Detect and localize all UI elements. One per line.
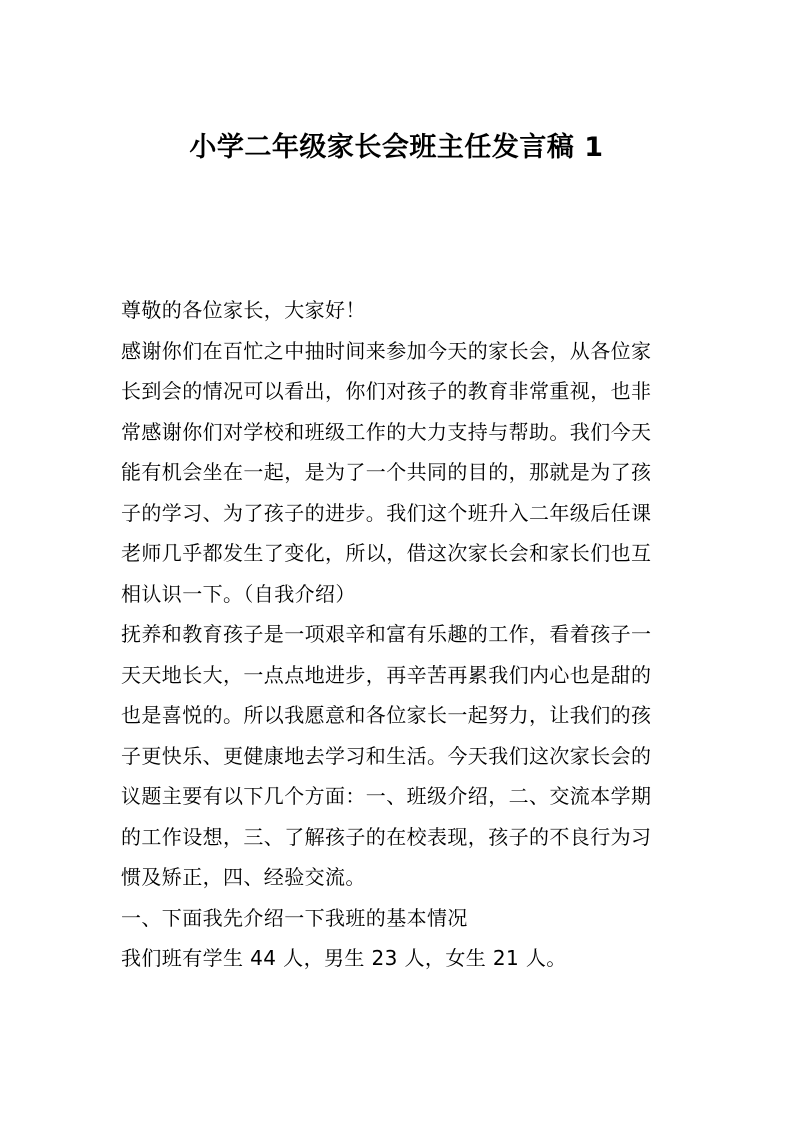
text-line-greeting: 尊敬的各位家长，大家好！ [121, 298, 366, 322]
text-line: 能有机会坐在一起，是为了一个共同的目的，那就是为了孩 [121, 460, 652, 484]
text-line: 长到会的情况可以看出，你们对孩子的教育非常重视，也非 [121, 379, 652, 403]
text-line: 常感谢你们对学校和班级工作的大力支持与帮助。我们今天 [121, 419, 652, 444]
text-line: 子的学习、为了孩子的进步。我们这个班升入二年级后任课 [121, 500, 652, 525]
text-line: 相认识一下。（自我介绍） [121, 581, 356, 606]
text-line: 的工作设想，三、了解孩子的在校表现，孩子的不良行为习 [121, 824, 652, 849]
text-line: 天天地长大，一点点地进步，再辛苦再累我们内心也是甜的 [121, 662, 652, 687]
text-line: 老师几乎都发生了变化，所以，借这次家长会和家长们也互 [121, 541, 652, 565]
section-heading: 一、下面我先介绍一下我班的基本情况 [121, 905, 468, 930]
text-line: 抚养和教育孩子是一项艰辛和富有乐趣的工作，看着孩子一 [121, 622, 652, 646]
text-line: 惯及矫正，四、经验交流。 [121, 865, 366, 889]
document-title: 小学二年级家长会班主任发言稿 1 [189, 132, 604, 163]
text-line: 也是喜悦的。所以我愿意和各位家长一起努力，让我们的孩 [121, 703, 652, 727]
text-line: 子更快乐、更健康地去学习和生活。今天我们这次家长会的 [121, 743, 652, 768]
text-line: 我们班有学生 44 人，男生 23 人，女生 21 人。 [121, 946, 567, 970]
document-body [121, 290, 681, 979]
text-line: 议题主要有以下几个方面：一、班级介绍，二、交流本学期 [121, 784, 652, 808]
text-line: 感谢你们在百忙之中抽时间来参加今天的家长会，从各位家 [121, 338, 652, 363]
